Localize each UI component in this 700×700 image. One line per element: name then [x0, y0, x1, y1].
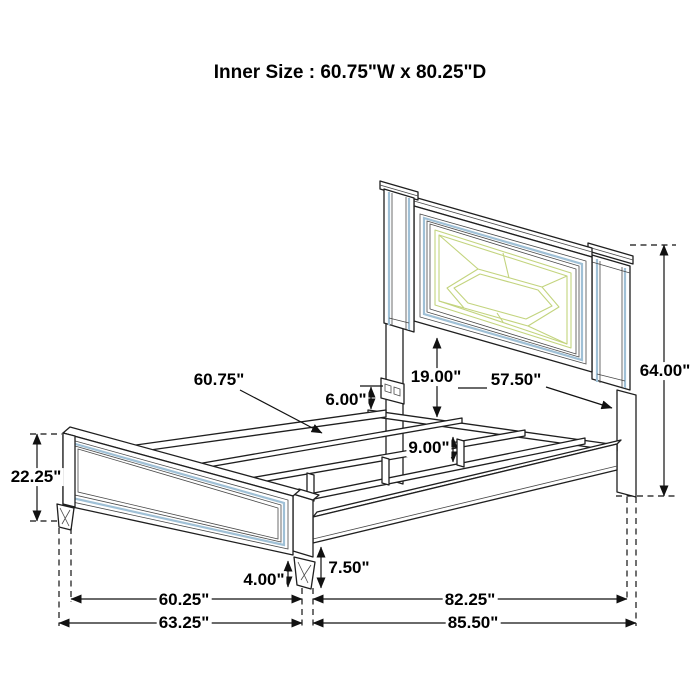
- dim-label-deck-clearance: 6.00": [325, 390, 367, 410]
- dim-label-headboard-height: 64.00": [639, 361, 691, 381]
- dim-label-footboard-width: 60.25": [158, 590, 210, 610]
- dim-label-foot-height: 4.00": [243, 570, 285, 590]
- dim-label-total-length: 85.50": [447, 613, 499, 633]
- dim-label-rail-floor-clearance: 7.50": [328, 558, 370, 578]
- footboard-left-foot: [57, 504, 74, 530]
- slat-leg: [382, 457, 389, 485]
- headboard-center-panel: [414, 206, 592, 372]
- dim-label-frame-length: 82.25": [444, 590, 496, 610]
- headboard-rear-leg: [617, 390, 636, 497]
- diagram-title: Inner Size : 60.75"W x 80.25"D: [213, 62, 487, 83]
- footboard-right-foot: [294, 557, 315, 589]
- dim-label-slat-leg-height: 9.00": [408, 438, 450, 458]
- slat-leg: [457, 439, 464, 467]
- dim-label-slat-width: 60.75": [193, 370, 245, 390]
- dim-label-footboard-height: 22.25": [10, 467, 62, 487]
- dim-label-headboard-panel-height: 19.00": [410, 367, 462, 387]
- dim-label-headboard-inner-width: 57.50": [490, 370, 542, 390]
- dim-label-footboard-outer-width: 63.25": [158, 613, 210, 633]
